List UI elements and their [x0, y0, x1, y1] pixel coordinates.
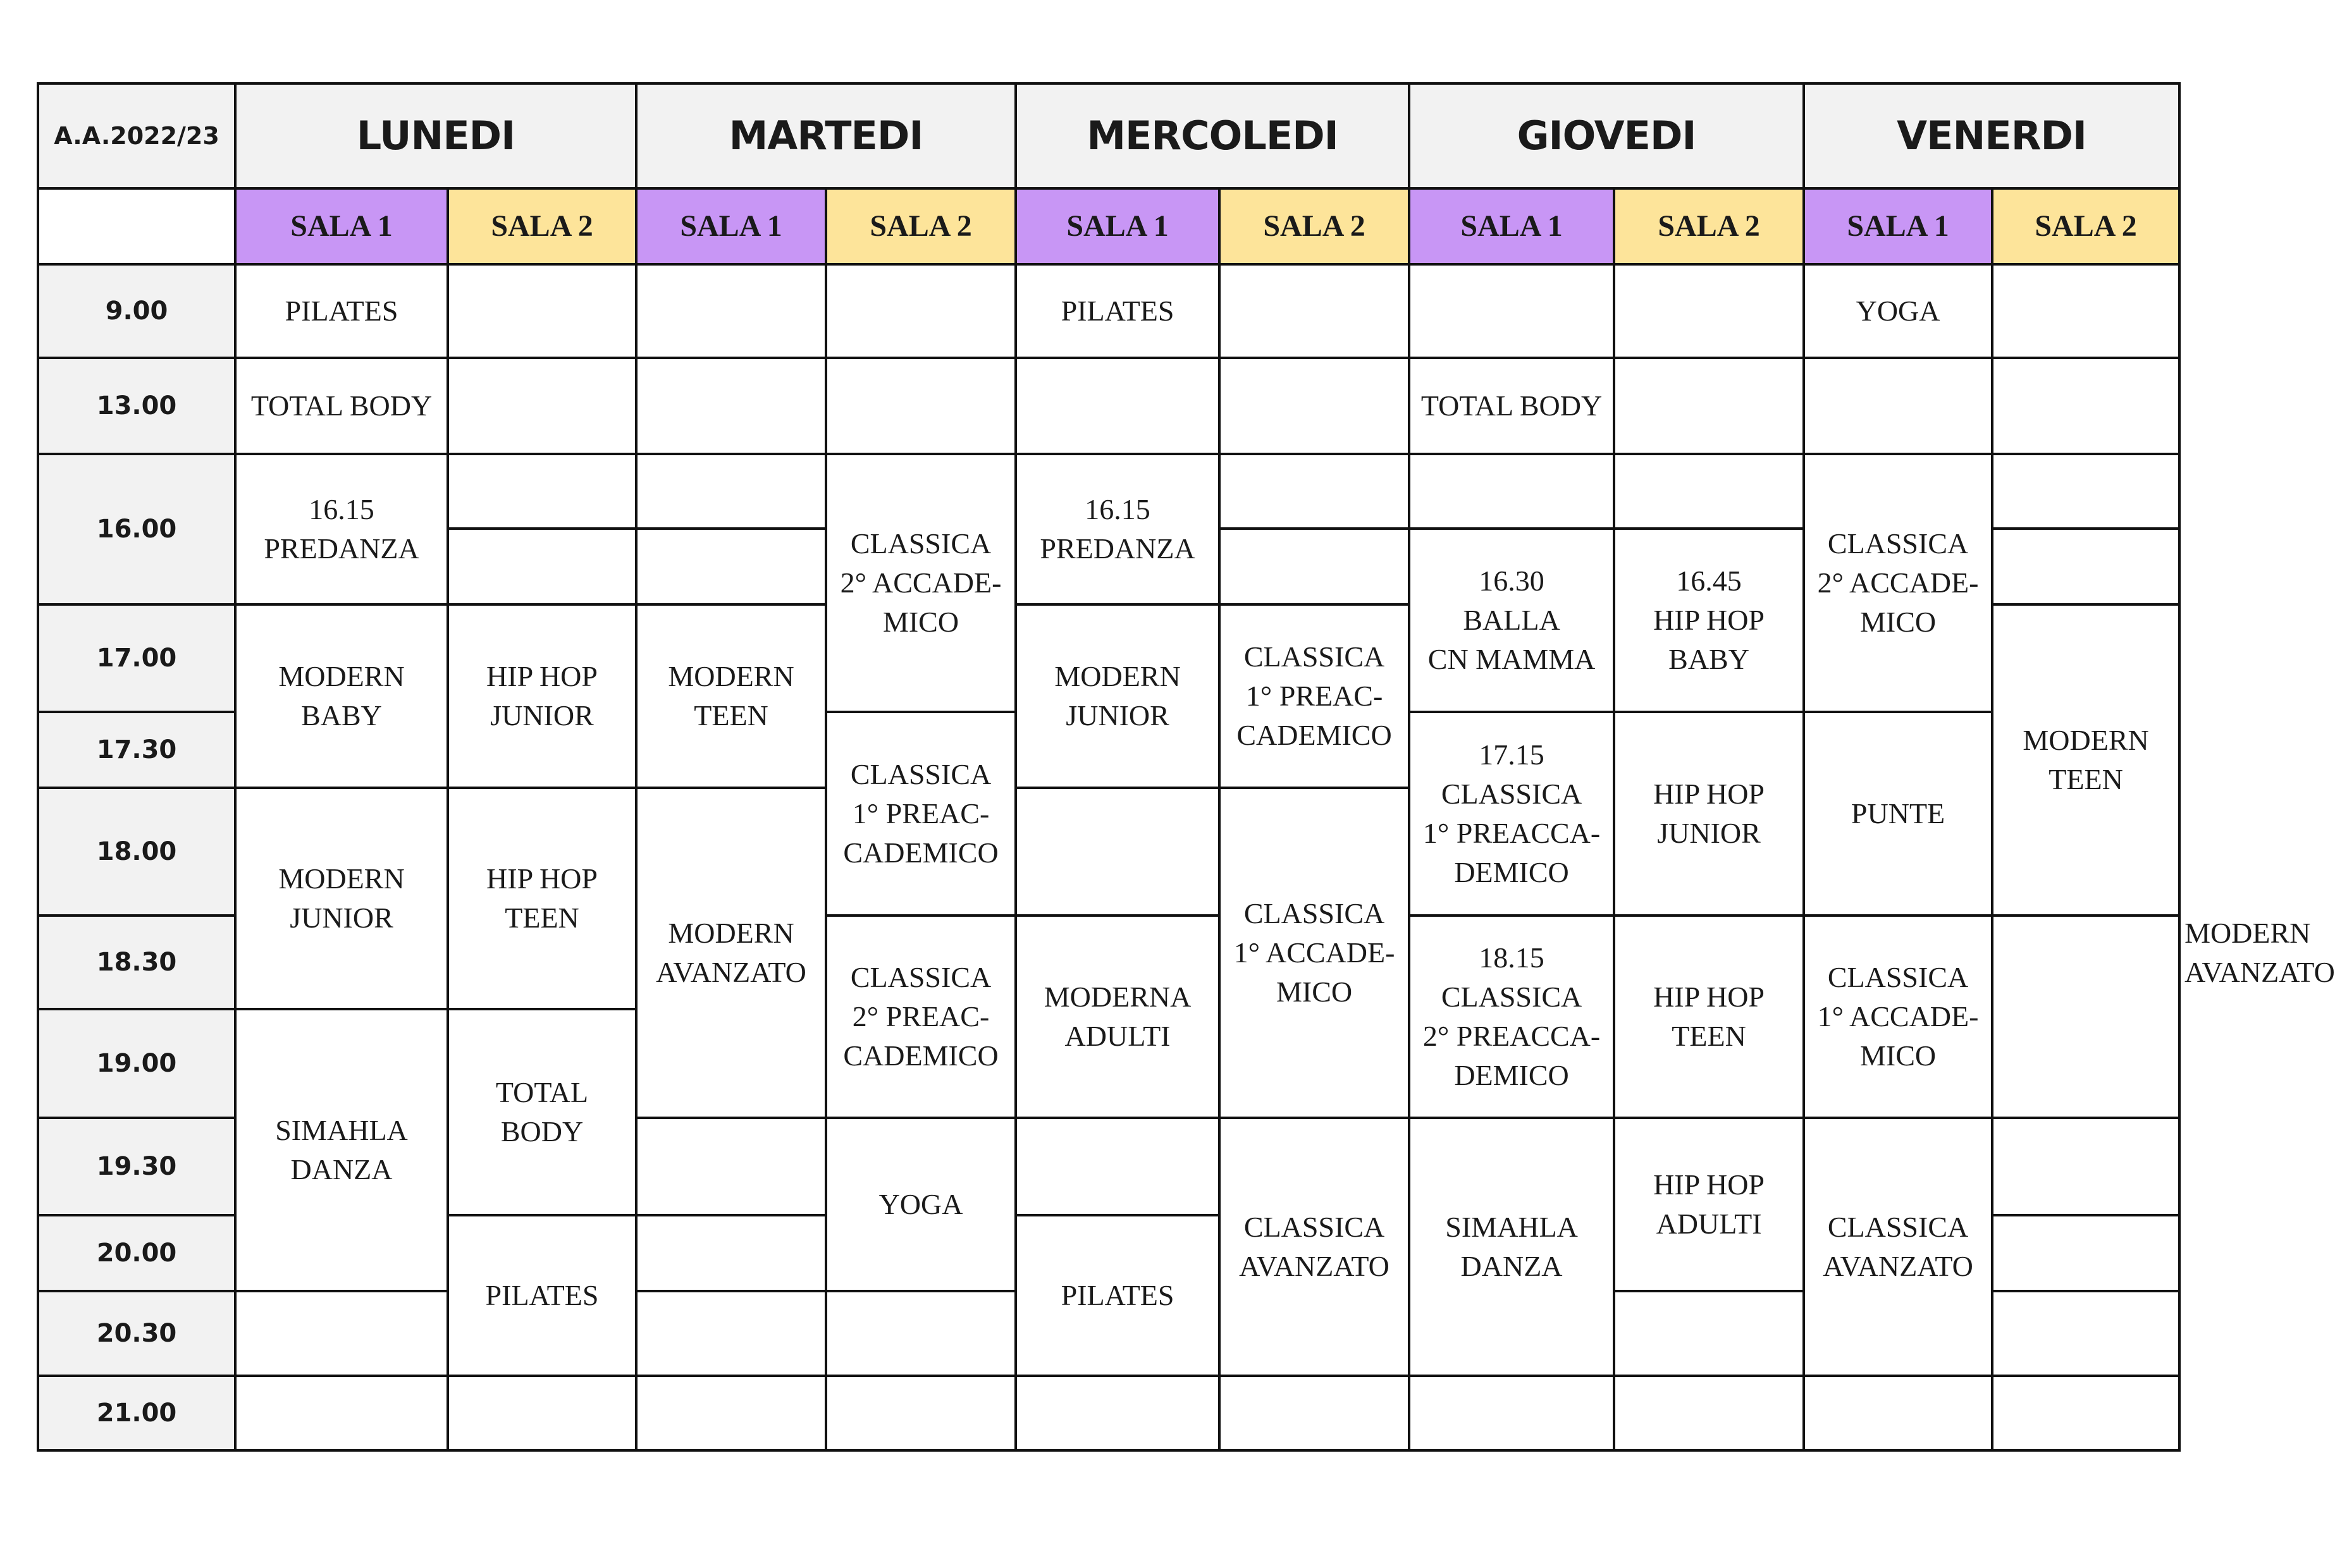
class-cell: HIP HOP JUNIOR [1614, 712, 1804, 916]
time-label: 16.00 [38, 454, 235, 604]
class-cell: CLASSICA 1° PREAC- CADEMICO [1219, 604, 1409, 788]
empty-cell [636, 1376, 826, 1450]
empty-cell [1016, 1118, 1219, 1215]
class-cell: 16.15 PREDANZA [1016, 454, 1219, 604]
empty-cell [1992, 1291, 2179, 1376]
empty-cell [1804, 1376, 1992, 1450]
empty-cell [1219, 529, 1409, 604]
class-cell: MODERN TEEN [636, 604, 826, 788]
day-monday: LUNEDI [235, 83, 636, 188]
class-cell: HIP HOP JUNIOR [448, 604, 636, 788]
room-header-sala2: SALA 2 [448, 188, 636, 264]
empty-cell [636, 358, 826, 454]
class-cell: 18.15 CLASSICA 2° PREACCA- DEMICO [1409, 916, 1614, 1118]
room-header-sala1: SALA 1 [1409, 188, 1614, 264]
empty-cell [1409, 1376, 1614, 1450]
empty-cell [1992, 264, 2179, 358]
class-cell: TOTAL BODY [448, 1009, 636, 1215]
time-label: 20.30 [38, 1291, 235, 1376]
class-cell: CLASSICA 2° ACCADE- MICO [826, 454, 1016, 712]
time-label: 20.00 [38, 1215, 235, 1291]
empty-cell [1409, 264, 1614, 358]
class-cell: YOGA [826, 1118, 1016, 1291]
day-tuesday: MARTEDI [636, 83, 1016, 188]
empty-cell [826, 1376, 1016, 1450]
class-cell: PILATES [235, 264, 448, 358]
time-label: 13.00 [38, 358, 235, 454]
time-label: 17.00 [38, 604, 235, 712]
class-cell: PILATES [448, 1215, 636, 1376]
empty-cell [1016, 1376, 1219, 1450]
time-label: 9.00 [38, 264, 235, 358]
room-header-sala1: SALA 1 [235, 188, 448, 264]
empty-cell [1992, 529, 2179, 604]
time-label: 21.00 [38, 1376, 235, 1450]
empty-cell [235, 1291, 448, 1376]
class-cell: MODERN AVANZATO [636, 788, 826, 1118]
class-cell: YOGA [1804, 264, 1992, 358]
empty-cell [636, 264, 826, 358]
class-cell: CLASSICA 2° PREAC- CADEMICO [826, 916, 1016, 1118]
time-row [38, 1376, 2179, 1450]
empty-cell [1016, 358, 1219, 454]
class-cell: CLASSICA AVANZATO [1219, 1118, 1409, 1376]
empty-cell [1614, 264, 1804, 358]
class-cell: HIP HOP TEEN [1614, 916, 1804, 1118]
empty-cell [826, 358, 1016, 454]
class-cell: 16.30 BALLA CN MAMMA [1409, 529, 1614, 712]
empty-cell [826, 1291, 1016, 1376]
weekly-schedule-table [37, 82, 2335, 1452]
time-label: 18.00 [38, 788, 235, 916]
day-thursday: GIOVEDI [1409, 83, 1804, 188]
room-header-sala1: SALA 1 [1016, 188, 1219, 264]
empty-cell [636, 529, 826, 604]
class-cell: SIMAHLA DANZA [235, 1009, 448, 1291]
class-cell: HIP HOP TEEN [448, 788, 636, 1009]
empty-cell [1219, 1376, 1409, 1450]
day-wednesday: MERCOLEDI [1016, 83, 1409, 188]
empty-cell [448, 454, 636, 529]
day-friday: VENERDI [1804, 83, 2179, 188]
empty-cell [448, 529, 636, 604]
empty-cell [1614, 454, 1804, 529]
time-label: 19.30 [38, 1118, 235, 1215]
empty-cell [1992, 454, 2179, 529]
time-label: 19.00 [38, 1009, 235, 1118]
time-row: 18.00 MODERN JUNIOR HIP HOP TEEN MODERN AVANZATO CLASSICA 1° ACCADE- MICO MODERN AVANZATO [38, 788, 2179, 916]
day-header-row [38, 83, 2179, 188]
class-cell: MODERN TEEN [1992, 604, 2179, 916]
class-cell: TOTAL BODY [235, 358, 448, 454]
academic-year: A.A.2022/23 [38, 83, 235, 188]
class-cell: MODERN JUNIOR [1016, 604, 1219, 788]
class-cell: CLASSICA 1° ACCADE- MICO [1219, 788, 1409, 1118]
empty-cell [1409, 454, 1614, 529]
class-cell: CLASSICA AVANZATO [1804, 1118, 1992, 1376]
class-cell: MODERNA ADULTI [1016, 916, 1219, 1118]
class-cell: PILATES [1016, 264, 1219, 358]
empty-cell [636, 1291, 826, 1376]
class-cell: 16.15 PREDANZA [235, 454, 448, 604]
empty-cell [448, 1376, 636, 1450]
empty-cell [1992, 1376, 2179, 1450]
class-cell: PILATES [1016, 1215, 1219, 1376]
room-header-sala2: SALA 2 [1219, 188, 1409, 264]
empty-cell [448, 264, 636, 358]
class-cell: TOTAL BODY [1409, 358, 1614, 454]
class-cell: HIP HOP ADULTI [1614, 1118, 1804, 1291]
time-row [38, 264, 2179, 358]
room-header-sala2: SALA 2 [1992, 188, 2179, 264]
empty-cell [1219, 454, 1409, 529]
room-header-row [38, 188, 2179, 264]
class-cell: MODERN JUNIOR [235, 788, 448, 1009]
empty-cell [1614, 1376, 1804, 1450]
empty-cell [1804, 358, 1992, 454]
room-header-sala2: SALA 2 [826, 188, 1016, 264]
class-cell: MODERN BABY [235, 604, 448, 788]
empty-cell [826, 264, 1016, 358]
empty-cell [1219, 358, 1409, 454]
empty-cell [636, 1215, 826, 1291]
empty-cell [1614, 358, 1804, 454]
class-cell: CLASSICA 1° PREAC- CADEMICO [826, 712, 1016, 916]
room-header-sala2: SALA 2 [1614, 188, 1804, 264]
room-header-blank [38, 188, 235, 264]
empty-cell [1219, 264, 1409, 358]
empty-cell [235, 1376, 448, 1450]
time-row [38, 358, 2179, 454]
time-label: 18.30 [38, 916, 235, 1009]
room-header-sala1: SALA 1 [636, 188, 826, 264]
empty-cell [1016, 788, 1219, 916]
empty-cell [636, 1118, 826, 1215]
room-header-sala1: SALA 1 [1804, 188, 1992, 264]
class-cell: CLASSICA 1° ACCADE- MICO [1804, 916, 1992, 1118]
class-cell: CLASSICA 2° ACCADE- MICO [1804, 454, 1992, 712]
empty-cell [636, 454, 826, 529]
class-cell: 16.45 HIP HOP BABY [1614, 529, 1804, 712]
class-cell: 17.15 CLASSICA 1° PREACCA- DEMICO [1409, 712, 1614, 916]
empty-cell [448, 358, 636, 454]
empty-cell [1614, 1291, 1804, 1376]
class-cell: SIMAHLA DANZA [1409, 1118, 1614, 1376]
empty-cell [1992, 1118, 2179, 1215]
time-label: 17.30 [38, 712, 235, 788]
time-row [38, 454, 2179, 529]
class-cell: PUNTE [1804, 712, 1992, 916]
empty-cell [1992, 358, 2179, 454]
empty-cell [1992, 1215, 2179, 1291]
